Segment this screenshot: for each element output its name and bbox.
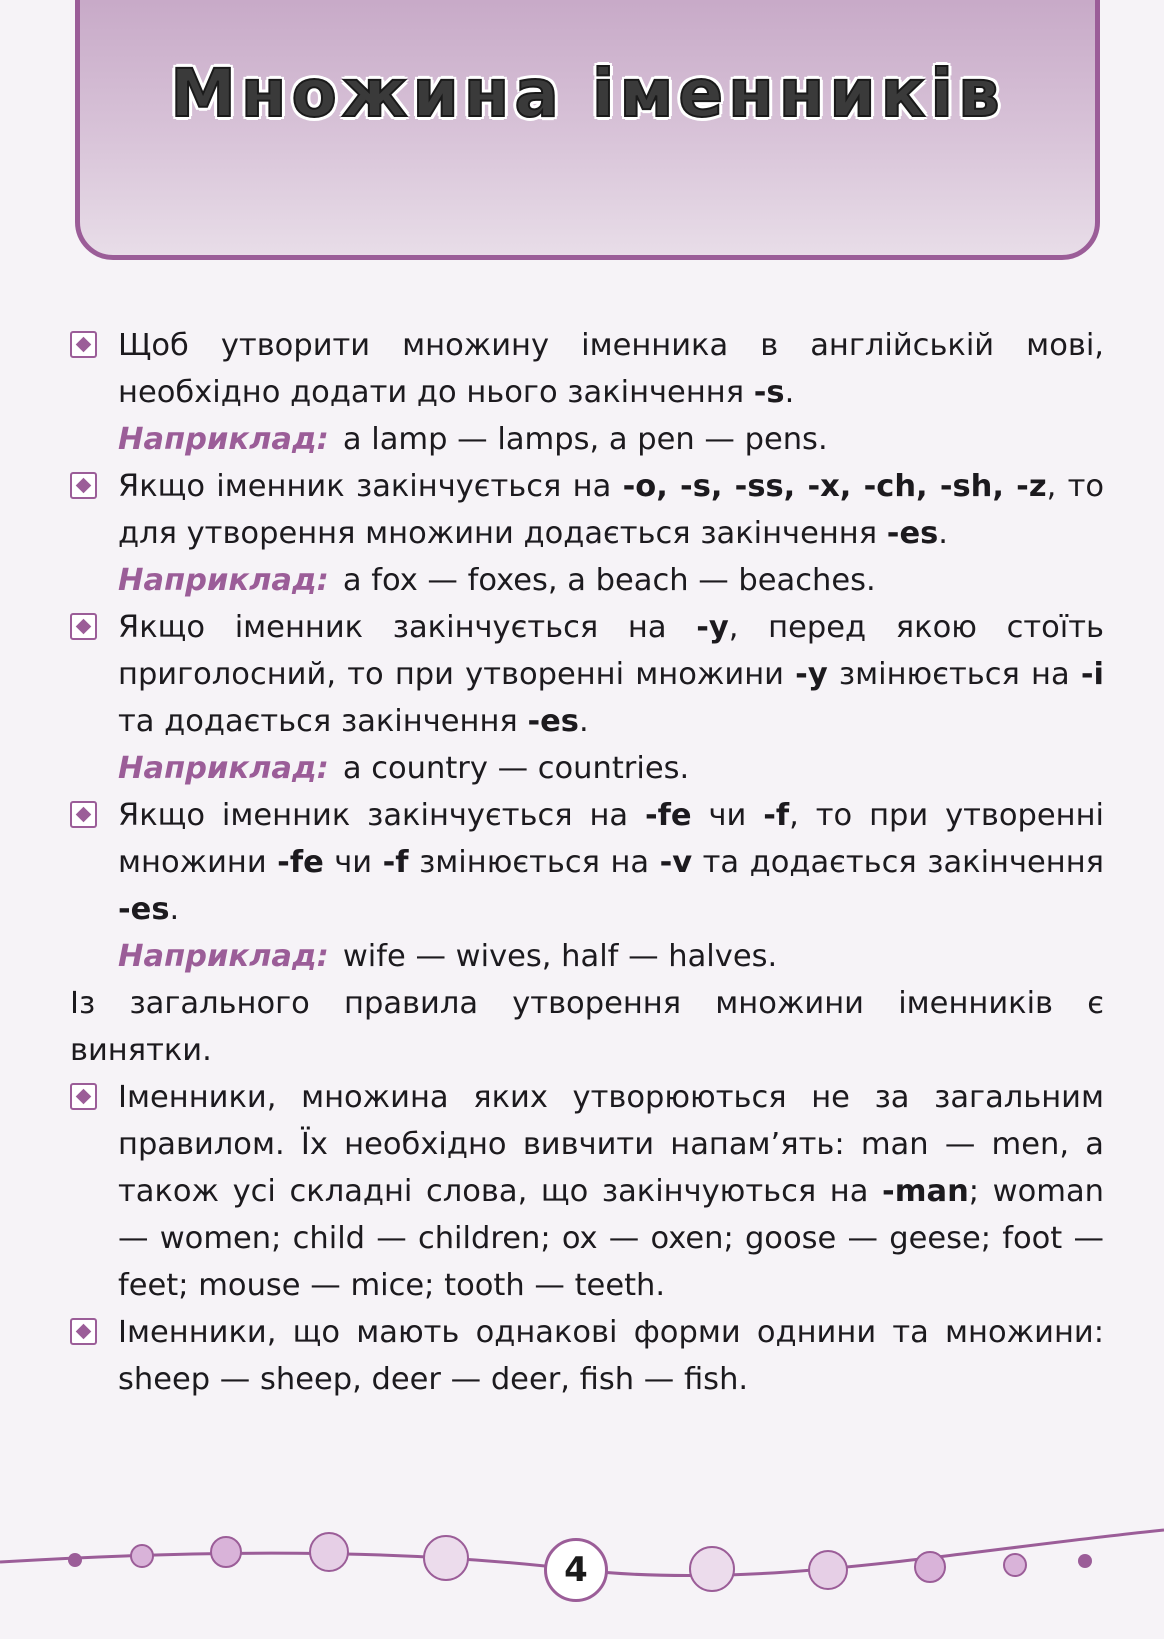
footer-dot xyxy=(915,1552,945,1582)
ending: -y xyxy=(795,657,828,692)
footer-dot xyxy=(1078,1554,1092,1568)
example-3 xyxy=(70,745,1104,792)
irregular-nouns xyxy=(70,1074,1104,1309)
diamond-bullet-icon xyxy=(70,1083,97,1110)
example-text: a fox — foxes, a beach — beaches. xyxy=(342,563,876,598)
ending: -o, -s, -ss, -x, -ch, -sh, -z xyxy=(622,469,1047,504)
rule-text: , то для утворення множини додається закінчення xyxy=(118,469,1105,551)
ending: -f xyxy=(763,798,790,833)
footer-dot xyxy=(1004,1554,1026,1576)
diamond-bullet-icon xyxy=(70,1318,97,1345)
diamond-bullet-icon xyxy=(70,472,97,499)
footer-dot xyxy=(690,1547,734,1591)
diamond-bullet-icon xyxy=(70,331,97,358)
content xyxy=(70,322,1104,1403)
rule-2 xyxy=(70,463,1104,557)
diamond-bullet-icon xyxy=(70,613,97,640)
rule-3 xyxy=(70,604,1104,745)
page-title: Множина іменників xyxy=(170,55,1005,132)
rule-text: Іменники, множина яких утворюються не за загальним правилом. Їх необхідно вивчити напам’ять: man — men, а також усі складні слова, що закінчуються на xyxy=(118,1080,1104,1209)
footer-dot xyxy=(310,1533,348,1571)
ending: -s xyxy=(753,375,785,410)
ending: -v xyxy=(659,845,693,880)
footer-dot xyxy=(68,1553,82,1567)
example-4 xyxy=(70,933,1104,980)
rule-text: Щоб утворити множину іменника в англійській мові, необхідно додати до нього закінчення xyxy=(118,328,1104,410)
rule-text: Іменники, що мають однакові форми однини та множини: sheep — sheep, deer — deer, fish — fish. xyxy=(118,1315,1104,1397)
rule-text: чи xyxy=(691,798,764,833)
page-number: 4 xyxy=(544,1538,608,1602)
ending: -es xyxy=(118,892,170,927)
title-banner xyxy=(75,0,1100,260)
example-1 xyxy=(70,416,1104,463)
ending: -f xyxy=(382,845,409,880)
example-text: a country — countries. xyxy=(342,751,690,786)
rule-text: змінюється на xyxy=(408,845,660,880)
rule-text: Якщо іменник закінчується на xyxy=(118,469,623,504)
exceptions-intro: Із загального правила утворення множини іменників є винятки. xyxy=(70,986,1104,1068)
rule-text: . xyxy=(938,516,948,551)
rule-1 xyxy=(70,322,1104,416)
rule-text: змінюється на xyxy=(827,657,1081,692)
rule-text: . xyxy=(784,375,795,410)
ending: -fe xyxy=(277,845,324,880)
rule-4 xyxy=(70,792,1104,933)
ending: -es xyxy=(886,516,939,551)
footer-dot xyxy=(424,1536,468,1580)
example-text: a lamp — lamps, a pen — pens. xyxy=(342,422,828,457)
ending: -y xyxy=(696,610,729,645)
footer-dot xyxy=(809,1551,847,1589)
example-label: Наприклад: xyxy=(118,422,329,457)
rule-text: , перед якою стоїть приголосний, то при утворенні множини xyxy=(118,610,1105,692)
rule-text: та додається закінчення xyxy=(692,845,1104,880)
example-label: Наприклад: xyxy=(118,751,329,786)
footer-dot xyxy=(131,1545,153,1567)
rule-text: . xyxy=(169,892,180,927)
ending: -fe xyxy=(644,798,692,833)
rule-text: чи xyxy=(323,845,383,880)
rule-text: та додається закінчення xyxy=(118,704,528,739)
example-label: Наприклад: xyxy=(118,563,329,598)
ending: -es xyxy=(527,704,579,739)
example-label: Наприклад: xyxy=(118,939,329,974)
ending: -man xyxy=(882,1174,969,1209)
diamond-bullet-icon xyxy=(70,801,97,828)
rule-text: Якщо іменник закінчується на xyxy=(118,798,645,833)
rule-text: Якщо іменник закінчується на xyxy=(118,610,697,645)
rule-text: . xyxy=(578,704,589,739)
ending: -i xyxy=(1080,657,1104,692)
example-text: wife — wives, half — halves. xyxy=(342,939,778,974)
rule-text: ; woman — women; child — children; ox — oxen; goose — geese; foot — feet; mouse — mice; tooth — teeth. xyxy=(118,1174,1104,1303)
rule-text: , то при утворенні множини xyxy=(118,798,1105,880)
footer-dot xyxy=(211,1537,241,1567)
example-2 xyxy=(70,557,1104,604)
same-form-nouns xyxy=(70,1309,1104,1403)
